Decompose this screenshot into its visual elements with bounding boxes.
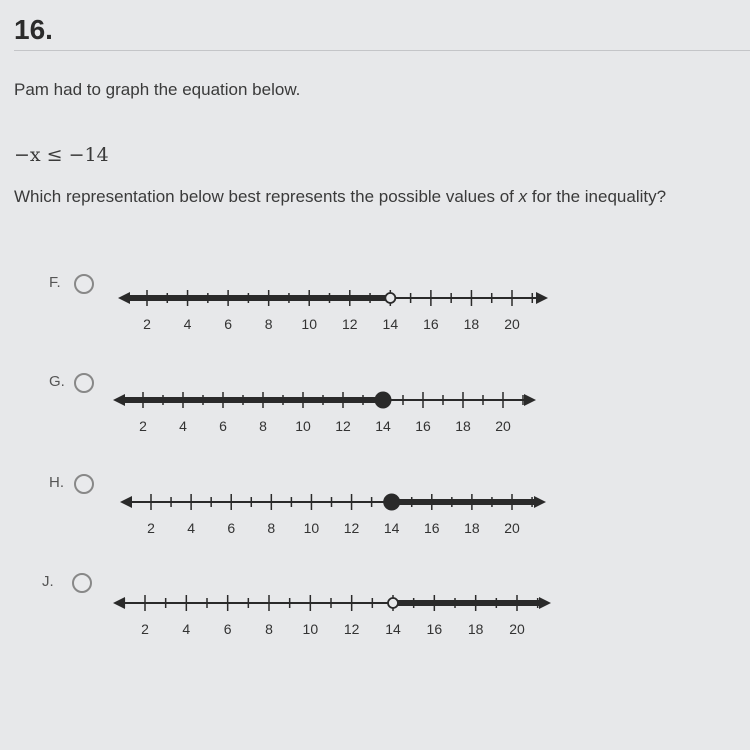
option-f-label: F. [49,274,61,291]
question-prompt: Which representation below best represents the possible values of x for the inequality? [14,187,667,206]
tick-label: 12 [343,621,360,637]
tick-label: 6 [223,621,232,637]
tick-label: 6 [224,316,233,332]
tick-label: 16 [423,316,439,332]
option-h-label: H. [49,474,64,491]
tick-label: 20 [509,621,525,637]
tick-label: 14 [375,418,391,434]
tick-label: 2 [147,520,155,536]
question-stem: Pam had to graph the equation below. [14,80,301,99]
tick-label: 18 [463,316,480,332]
right-arrow-icon [524,394,536,406]
open-endpoint-circle [385,293,395,303]
tick-label: 10 [301,316,318,332]
number-line-g [113,392,536,435]
closed-endpoint-dot [383,494,400,511]
tick-label: 2 [143,316,151,332]
tick-label: 16 [423,520,440,536]
closed-endpoint-dot [375,392,392,409]
tick-label: 4 [182,621,191,637]
inequality-expression: −x ≤ −14 [14,144,109,166]
right-arrow-icon [536,292,548,304]
tick-label: 10 [295,418,311,434]
left-arrow-icon [113,597,125,609]
tick-label: 16 [426,621,443,637]
tick-label: 12 [341,316,358,332]
number-line-h [120,494,546,537]
number-line-f [118,290,548,332]
question-number: 16. [14,14,53,45]
tick-label: 20 [504,316,520,332]
tick-label: 2 [139,418,147,434]
tick-label: 14 [382,316,399,332]
tick-label: 18 [464,520,480,536]
tick-label: 12 [343,520,360,536]
tick-label: 8 [267,520,276,536]
tick-label: 12 [335,418,351,434]
tick-label: 18 [467,621,484,637]
tick-label: 10 [302,621,319,637]
tick-label: 4 [179,418,187,434]
tick-label: 18 [455,418,471,434]
option-g-label: G. [49,373,65,390]
open-endpoint-circle [388,598,398,608]
tick-label: 16 [415,418,431,434]
tick-label: 4 [183,316,192,332]
tick-label: 6 [219,418,227,434]
tick-label: 20 [504,520,520,536]
tick-label: 8 [265,621,273,637]
tick-label: 10 [303,520,320,536]
tick-label: 14 [383,520,400,536]
number-line-j [113,595,551,637]
tick-label: 6 [227,520,236,536]
tick-label: 8 [259,418,267,434]
tick-label: 14 [385,621,401,637]
tick-label: 8 [264,316,273,332]
option-j-label: J. [42,573,54,590]
tick-label: 4 [187,520,196,536]
tick-label: 20 [495,418,511,434]
tick-label: 2 [141,621,149,637]
